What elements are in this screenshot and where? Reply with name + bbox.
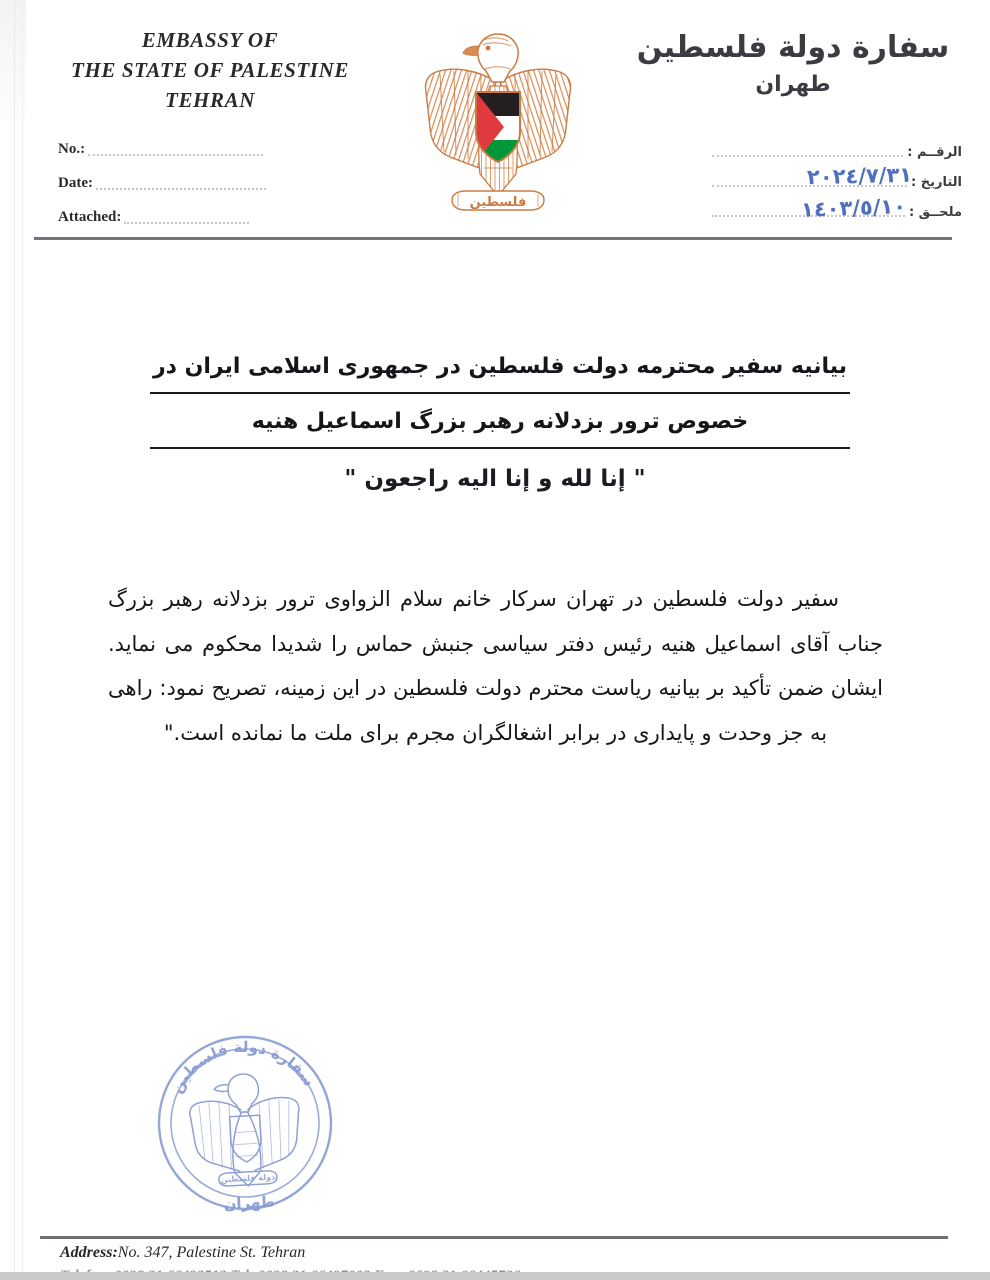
embassy-line-1: EMBASSY OF [141,28,279,52]
embassy-arabic-city: طهران [755,71,831,97]
embassy-arabic-title: سفارة دولة فلسطين [636,30,950,65]
scan-bottom-band [0,1272,990,1280]
statement-body-text: سفیر دولت فلسطین در تهران سرکار خانم سلام الزواوی ترور بزدلانه رهبر بزرگ جناب آقای اسماعیل هنیه رئیس دفتر سیاسی جنبش حماس را شدیدا محکوم می نماید. ایشان ضمن تأکید بر بیانیه ریاست محترم دولت فلسطین در این زمینه، تصریح نمود: راهی به جز وحدت و پایداری در برابر اشغالگران مجرم برای ملت ما نمانده است." [108,587,883,745]
letterhead-english-block [45,26,375,115]
field-date-label: Date: [58,175,93,191]
eagle-of-saladin-icon [418,24,578,224]
quranic-verse: " إنا لله و إنا اليه راجعون " [344,466,646,492]
field-molhaq-label: ملحــق : [908,205,962,220]
field-attached [58,208,288,226]
field-tarikh [712,164,962,190]
field-tarikh-handwritten-value: ٢٠٢٤/٧/٣١ [806,162,913,190]
field-attached-label: Attached: [58,209,122,225]
svg-text:طهران: طهران [223,1192,276,1214]
field-raqm [712,134,962,160]
embassy-stamp-icon [145,1023,345,1223]
letterhead-arabic-block [628,28,958,97]
field-no [58,140,288,158]
arabic-form-fields [712,134,962,224]
field-tarikh-label: التاريخ : [911,175,962,190]
embassy-line-3: TEHRAN [165,87,255,112]
statement-title-line-1: بیانیه سفیر محترمه دولت فلسطین در جمهوری اسلامی ایران در [150,345,850,394]
english-form-fields [58,140,288,242]
statement-title [150,345,850,455]
field-date-dotted-leader[interactable] [96,178,266,190]
svg-text:سفارة دولة فلسطين: سفارة دولة فلسطين [167,1037,319,1097]
field-raqm-dotted-leader[interactable] [712,146,903,157]
letterhead [0,0,990,240]
field-no-dotted-leader[interactable] [88,144,263,156]
letterhead-divider [34,237,952,240]
svg-text:دولة فلسطين: دولة فلسطين [220,1172,276,1185]
field-molhaq [712,194,962,220]
field-raqm-label: الرقــم : [907,145,962,160]
footer-address-value: No. 347, Palestine St. Tehran [117,1244,306,1261]
field-date [58,174,288,192]
footer-divider [40,1236,948,1239]
svg-text:فلسطين: فلسطين [469,195,527,210]
field-no-label: No.: [58,141,86,157]
statement-title-line-2: خصوص ترور بزدلانه رهبر بزرگ اسماعیل هنیه [150,400,850,449]
field-molhaq-handwritten-value: ١٤٠٣/٥/١٠ [800,194,907,222]
embassy-line-2: THE STATE OF PALESTINE [71,57,349,82]
footer-address-label: Address: [60,1244,118,1261]
footer-address [60,1244,940,1262]
field-attached-dotted-leader[interactable] [124,212,249,224]
